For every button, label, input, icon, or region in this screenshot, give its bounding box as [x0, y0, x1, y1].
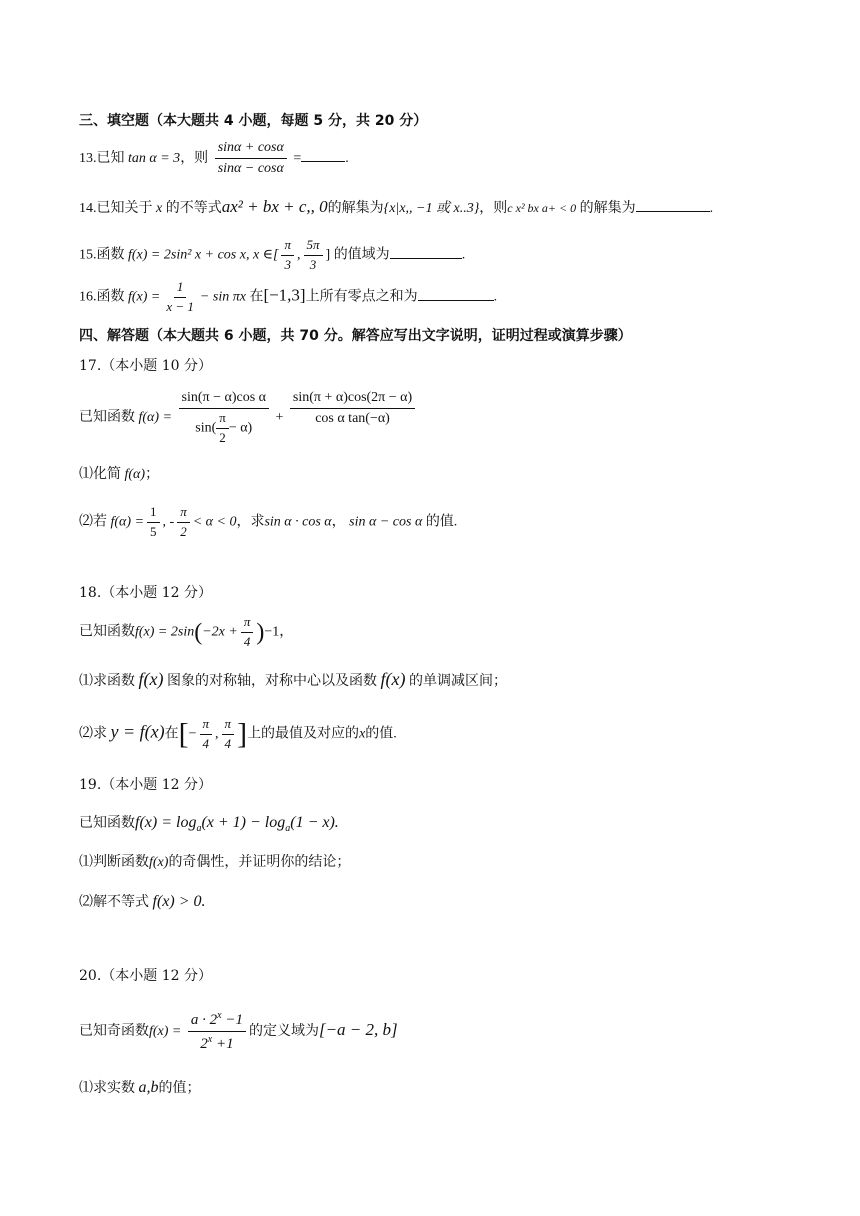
bracket: ]: [325, 247, 331, 263]
question-19-header: [79, 778, 212, 792]
garbled-expression: c x² bx a+ < 0: [507, 201, 577, 215]
text: 已知函数: [79, 816, 135, 831]
question-20-function: [79, 1010, 398, 1054]
expression: f(α) =: [110, 514, 145, 530]
paren-open: (: [194, 619, 203, 646]
question-header: 20.（本小题 12 分）: [79, 968, 212, 984]
question-17-part-2: [79, 505, 457, 540]
part-label: ⑴: [79, 1081, 93, 1096]
text: 上所有零点之和为: [305, 289, 418, 305]
text: 的值；: [158, 1081, 201, 1096]
inequality: < α < 0: [192, 514, 237, 530]
bracket-close: ]: [237, 717, 248, 751]
denominator: sinα − cosα: [217, 161, 284, 177]
text: 若: [93, 514, 107, 530]
condition: tan α = 3: [128, 150, 181, 166]
text: .: [493, 289, 498, 305]
question-number: 16.: [79, 289, 97, 305]
question-19-part-1: [79, 856, 350, 870]
text: 的解集为: [579, 201, 636, 216]
text: 函数: [96, 247, 125, 263]
text: 求函数: [93, 674, 135, 689]
numerator: π: [216, 411, 229, 429]
question-header: 19.（本小题 12 分）: [79, 777, 212, 793]
expression: sin α · cos α: [264, 514, 332, 530]
question-19-part-2: [79, 894, 206, 910]
function-lhs: f(α) =: [138, 410, 173, 426]
denominator: cos α tan(−α): [315, 411, 390, 427]
function-rest: − sin πx: [199, 289, 246, 305]
numerator: 5π: [304, 238, 323, 256]
text: 解不等式: [93, 895, 149, 910]
question-16: [79, 280, 497, 315]
text: 上的最值及对应的: [247, 726, 360, 742]
text: f(x) = log: [135, 814, 197, 831]
answer-blank: [636, 199, 710, 212]
fraction: [241, 615, 254, 650]
expression: f(α): [124, 467, 146, 482]
denominator: 3: [309, 256, 317, 272]
denominator: 4: [224, 735, 232, 751]
text: ，求: [236, 514, 265, 530]
text: .: [345, 150, 349, 166]
expression: f(x): [138, 669, 164, 689]
denominator: 2: [180, 523, 187, 539]
text: .: [709, 201, 714, 216]
question-number: 13.: [79, 150, 97, 166]
text: −1: [264, 624, 280, 640]
denominator: 4: [243, 633, 251, 649]
expression: f(x) > 0.: [152, 893, 206, 910]
text: − α): [228, 420, 253, 436]
question-header: 17.（本小题 10 分）: [79, 358, 212, 374]
text: ，则: [180, 150, 209, 166]
numerator: 1: [147, 505, 160, 523]
text: ，: [331, 514, 346, 530]
numerator: sin(π + α)cos(2π − α): [290, 390, 415, 409]
question-15: 15.函数 f(x) = 2sin² x + cos x, x ∈[ $\frac{\pi}{3}$ , $\frac{5\pi}{3}$ ] 的值域为 .: [79, 237, 466, 272]
fraction: [163, 280, 197, 315]
fraction: [188, 1010, 246, 1054]
variables: a,b: [138, 1079, 159, 1096]
denominator: 4: [202, 735, 210, 751]
bracket-open: [: [178, 717, 189, 751]
part-label: ⑴: [79, 467, 93, 482]
numerator: $a \cdot 2^x -1$: [188, 1010, 246, 1032]
expression: f(x): [149, 855, 169, 870]
solution-set: {x|x,, −1 或 x..3}: [383, 201, 480, 216]
text: 在: [164, 726, 179, 742]
question-number: 14.: [79, 201, 97, 216]
text: 判断函数: [93, 855, 149, 870]
numerator: π: [241, 615, 254, 633]
function-lhs: f(x) = 2sin: [135, 624, 195, 640]
fraction: [216, 411, 229, 446]
text: 已知奇函数: [79, 1023, 149, 1039]
text: 已知: [96, 150, 125, 166]
plus: +: [275, 410, 284, 426]
question-header: 18.（本小题 12 分）: [79, 585, 212, 601]
text: 的奇偶性，并证明你的结论；: [168, 855, 351, 870]
denominator: 2: [219, 430, 226, 446]
section-3-title: 三、填空题（本大题共 4 小题，每题 5 分，共 20 分）: [79, 113, 428, 129]
question-13: [79, 140, 349, 177]
part-label: ⑵: [79, 895, 93, 910]
text: sin(: [195, 420, 217, 436]
fraction: [222, 717, 235, 752]
text: 已知函数: [79, 410, 135, 426]
text: , -: [162, 514, 175, 530]
numerator: π: [281, 238, 294, 256]
question-20-part-1: [79, 1080, 201, 1096]
function-lhs: f(x) =: [149, 1023, 182, 1039]
answer-blank: [418, 288, 494, 301]
text: 求: [93, 726, 107, 742]
denominator: $2^x +1$: [200, 1034, 234, 1053]
expression: $f(x) = \log_a(x + 1) - \log_a(1 - x)$.: [135, 814, 339, 835]
fraction-term-1: [179, 390, 269, 446]
section-4-title: 四、解答题（本大题共 6 小题，共 70 分。解答应写出文字说明，证明过程或演算步骤）: [79, 328, 632, 344]
text: .: [461, 247, 466, 263]
part-label: ⑵: [79, 514, 93, 530]
part-label: ⑵: [79, 726, 93, 742]
question-number: 15.: [79, 247, 97, 263]
question-19-function: [79, 815, 339, 834]
fraction: [147, 505, 160, 540]
numerator: π: [200, 717, 213, 735]
question-18-part-1: [79, 670, 507, 689]
text: 化简: [93, 467, 121, 482]
interval: [−1,3]: [263, 285, 306, 305]
numerator: 1: [174, 280, 187, 298]
variable: x: [156, 201, 163, 216]
question-17-function: [79, 390, 418, 446]
text: 已知关于: [96, 201, 153, 216]
fraction: [200, 717, 213, 752]
part-label: ⑴: [79, 855, 93, 870]
numerator: π: [222, 717, 235, 735]
fraction: [215, 140, 287, 177]
inequality: ax² + bx + c,, 0: [221, 197, 328, 216]
part-label: ⑴: [79, 674, 93, 689]
fraction: [304, 238, 323, 273]
text: ，: [279, 624, 294, 640]
function-lhs: f(x) =: [128, 289, 161, 305]
equals: =: [293, 150, 302, 166]
question-18-header: [79, 586, 212, 600]
expression: f(x): [380, 669, 406, 689]
fraction: [177, 505, 190, 540]
answer-blank: [390, 246, 462, 259]
text: 在: [249, 289, 264, 305]
domain: [−a − 2, b]: [318, 1019, 398, 1039]
denominator: 5: [150, 523, 157, 539]
text: 的值.: [425, 514, 458, 530]
text: 函数: [96, 289, 125, 305]
question-17-header: [79, 359, 212, 373]
denominator: x − 1: [166, 298, 194, 314]
question-14: [79, 198, 713, 216]
text: 的解集为: [327, 201, 384, 216]
fraction-term-2: [290, 390, 415, 427]
denominator: [192, 409, 255, 446]
text: ；: [145, 467, 160, 482]
text: ，则: [479, 201, 508, 216]
question-20-header: [79, 969, 212, 983]
section-3-heading: [79, 114, 427, 128]
text: 的定义域为: [248, 1023, 319, 1039]
fraction: [281, 238, 294, 273]
answer-blank: [301, 149, 345, 162]
text: 的值.: [365, 726, 397, 742]
text: −2x +: [202, 624, 238, 640]
numerator: π: [177, 505, 190, 523]
question-18-function: [79, 615, 293, 650]
denominator: 3: [284, 256, 291, 272]
text: 的值域为: [333, 247, 390, 263]
question-18-part-2: ⑵求 y = f(x)在[− $\frac{\pi}{4}$ , $\frac{\pi}{4}$ ]上的最值及对应的x的值.: [79, 716, 397, 751]
section-4-heading: [79, 329, 632, 343]
numerator: sinα + cosα: [215, 140, 287, 159]
text: 求实数: [93, 1081, 135, 1096]
text: 已知函数: [79, 624, 135, 640]
numerator: sin(π − α)cos α: [179, 390, 269, 409]
paren-close: ): [256, 619, 265, 646]
text: 的不等式: [165, 201, 222, 216]
variable: x: [359, 726, 366, 742]
text: 的单调减区间；: [408, 674, 507, 689]
expression: y = f(x): [110, 721, 165, 742]
question-17-part-1: [79, 468, 159, 482]
function: f(x) = 2sin² x + cos x, x ∈[: [128, 247, 279, 263]
expression: sin α − cos α: [349, 514, 423, 530]
text: 图象的对称轴，对称中心以及函数: [166, 674, 377, 689]
